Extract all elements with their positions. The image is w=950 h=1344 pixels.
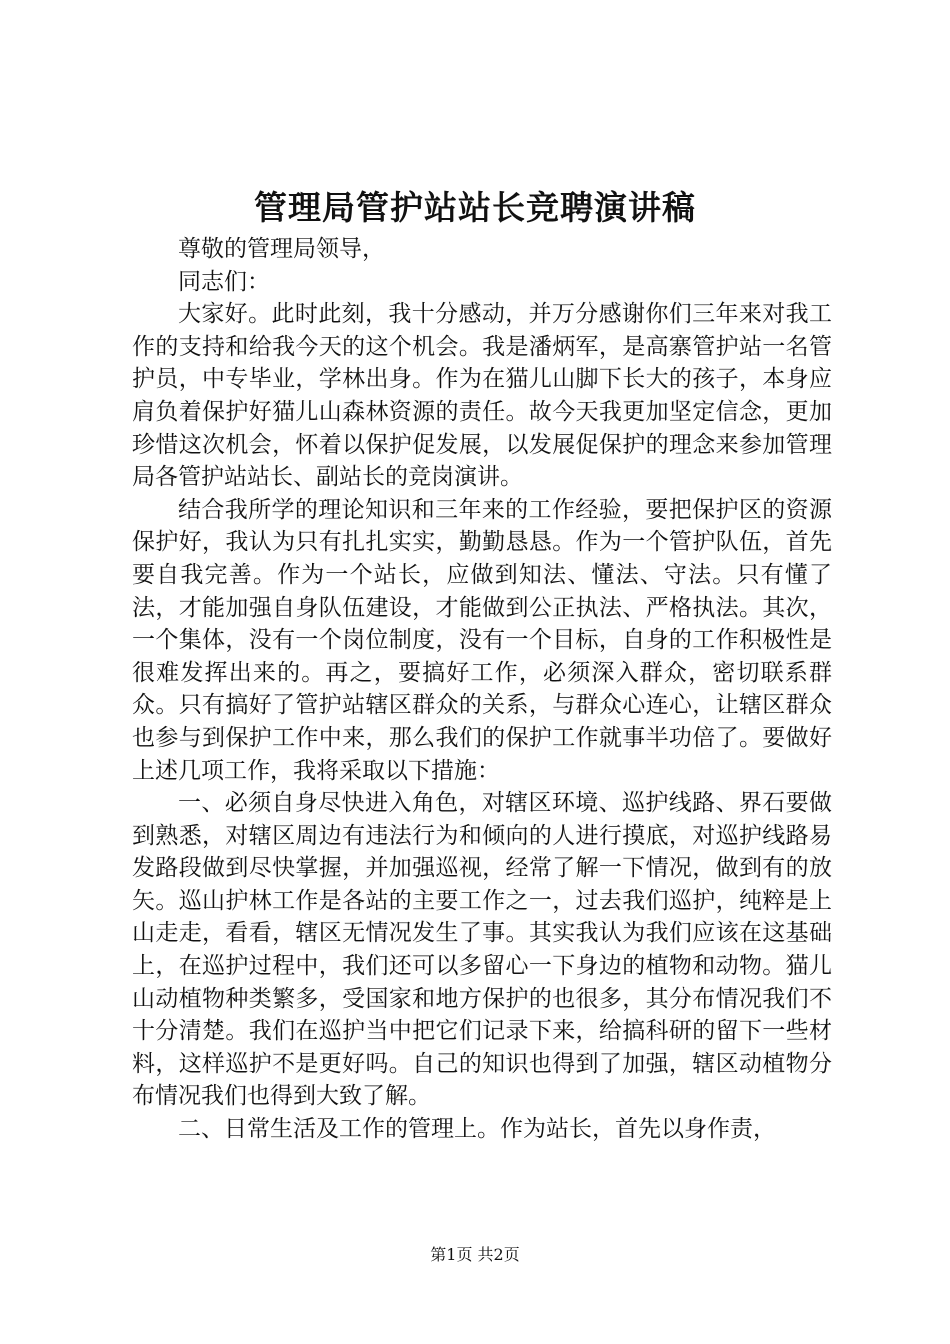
salutation-leaders: 尊敬的管理局领导， <box>178 236 385 262</box>
document-title: 管理局管护站站长竞聘演讲稿 <box>254 188 696 227</box>
document-body <box>132 233 832 1146</box>
salutation-comrades: 同志们： <box>178 268 270 295</box>
paragraph-intro: 大家好。此时此刻，我十分感动，并万分感谢你们三年来对我工作的支持和给我今天的这个机会。我是潘炳军，是高寨管护站一名管护员，中专毕业，学林出身。作为在猫儿山脚下长大的孩子，本身应肩负着保护好猫儿山森林资源的责任。故今天我更加坚定信念，更加珍惜这次机会，怀着以保护促发展，以发展促保护的理念来参加管理局各管护站站长、副站长的竞岗演讲。 <box>132 301 832 491</box>
paragraph-approach: 结合我所学的理论知识和三年来的工作经验，要把保护区的资源保护好，我认为只有扎扎实实，勤勤恳恳。作为一个管护队伍，首先要自我完善。作为一个站长，应做到知法、懂法、守法。只有懂了法，才能加强自身队伍建设，才能做到公正执法、严格执法。其次，一个集体，没有一个岗位制度，没有一个目标，自身的工作积极性是很难发挥出来的。再之，要搞好工作，必须深入群众，密切联系群众。只有搞好了管护站辖区群众的关系，与群众心连心，让辖区群众也参与到保护工作中来，那么我们的保护工作就事半功倍了。要做好上述几项工作，我将采取以下措施： <box>132 496 832 784</box>
paragraph-measure-one: 一、必须自身尽快进入角色，对辖区环境、巡护线路、界石要做到熟悉，对辖区周边有违法行为和倾向的人进行摸底，对巡护线路易发路段做到尽快掌握，并加强巡视，经常了解一下情况，做到有的放矢。巡山护林工作是各站的主要工作之一，过去我们巡护，纯粹是上山走走，看看，辖区无情况发生了事。其实我认为我们应该在这基础上，在巡护过程中，我们还可以多留心一下身边的植物和动物。猫儿山动植物种类繁多，受国家和地方保护的也很多，其分布情况我们不十分清楚。我们在巡护当中把它们记录下来，给搞科研的留下一些材料，这样巡护不是更好吗。自己的知识也得到了加强，辖区动植物分布情况我们也得到大致了解。 <box>132 790 832 1110</box>
page-footer: 第1页 共2页 <box>430 1245 520 1264</box>
paragraph-measure-two: 二、日常生活及工作的管理上。作为站长，首先以身作责， <box>178 1116 776 1143</box>
